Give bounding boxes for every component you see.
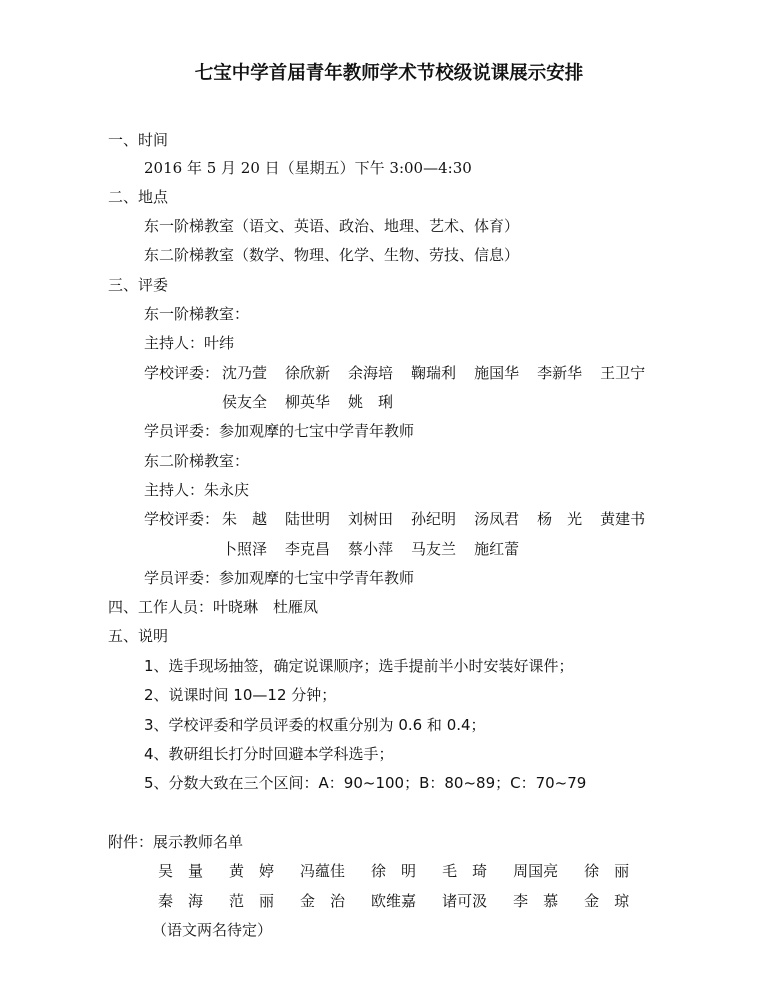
room1-student-judges: 学员评委：参加观摩的七宝中学青年教师 bbox=[144, 422, 415, 440]
judge-name: 侯友全 bbox=[222, 393, 268, 411]
judge-name: 李新华 bbox=[537, 364, 583, 382]
room2-school-judges-line2 bbox=[222, 539, 537, 559]
teacher-name: 金 治 bbox=[300, 892, 346, 910]
teacher-name: 欧维嘉 bbox=[371, 892, 417, 910]
place-east1: 东一阶梯教室（语文、英语、政治、地理、艺术、体育） bbox=[144, 217, 520, 235]
judge-name: 柳英华 bbox=[285, 393, 331, 411]
judge-name: 施红蕾 bbox=[474, 540, 520, 558]
judge-name: 沈乃萱 bbox=[222, 364, 268, 382]
teacher-name: 冯蕴佳 bbox=[300, 862, 346, 880]
judge-name: 刘树田 bbox=[348, 510, 394, 528]
judge-name: 孙纪明 bbox=[411, 510, 457, 528]
section-time-heading: 一、时间 bbox=[108, 131, 169, 149]
judge-name: 马友兰 bbox=[411, 540, 457, 558]
room2-school-label: 学校评委： bbox=[144, 510, 220, 528]
judge-name: 王卫宁 bbox=[600, 364, 646, 382]
judge-name: 杨 光 bbox=[537, 510, 583, 528]
teacher-name: 徐 丽 bbox=[584, 862, 630, 880]
room2-name: 东二阶梯教室： bbox=[144, 452, 250, 470]
teacher-name: 秦 海 bbox=[158, 892, 204, 910]
teacher-name: 金 琼 bbox=[584, 892, 630, 910]
attachment-row1 bbox=[158, 861, 629, 881]
teacher-name: 毛 琦 bbox=[442, 862, 488, 880]
judge-name: 鞠瑞利 bbox=[411, 364, 457, 382]
attachment-row2 bbox=[158, 891, 629, 911]
attachment-note: （语文两名待定） bbox=[152, 921, 273, 939]
judge-name: 施国华 bbox=[474, 364, 520, 382]
judge-name: 黄建书 bbox=[600, 510, 646, 528]
room2-host: 主持人：朱永庆 bbox=[144, 481, 250, 499]
room1-host: 主持人：叶纬 bbox=[144, 334, 235, 352]
judge-name: 徐欣新 bbox=[285, 364, 331, 382]
teacher-name: 黄 婷 bbox=[229, 862, 275, 880]
room2-school-judges-line1 bbox=[144, 509, 663, 529]
teacher-name: 诸可汲 bbox=[442, 892, 488, 910]
judge-name: 陆世明 bbox=[285, 510, 331, 528]
judge-name: 姚 琍 bbox=[348, 393, 394, 411]
room1-name: 东一阶梯教室： bbox=[144, 305, 250, 323]
section-notes-heading: 五、说明 bbox=[108, 627, 169, 645]
teacher-name: 周国亮 bbox=[513, 862, 559, 880]
judge-name: 朱 越 bbox=[222, 510, 268, 528]
section-staff: 四、工作人员：叶晓琳 杜雁凤 bbox=[108, 598, 319, 616]
teacher-name: 徐 明 bbox=[371, 862, 417, 880]
room1-school-judges-line2 bbox=[222, 392, 411, 412]
room1-school-label: 学校评委： bbox=[144, 364, 220, 382]
teacher-name: 李 慕 bbox=[513, 892, 559, 910]
judge-name: 李克昌 bbox=[285, 540, 331, 558]
note-item: 5、分数大致在三个区间：A：90~100；B：80~89；C：70~79 bbox=[144, 774, 587, 792]
page-title: 七宝中学首届青年教师学术节校级说课展示安排 bbox=[194, 63, 584, 84]
judge-name: 汤凤君 bbox=[474, 510, 520, 528]
section-judges-heading: 三、评委 bbox=[108, 276, 169, 294]
teacher-name: 吴 量 bbox=[158, 862, 204, 880]
note-item: 2、说课时间 10—12 分钟； bbox=[144, 686, 337, 704]
judge-name: 蔡小萍 bbox=[348, 540, 394, 558]
place-east2: 东二阶梯教室（数学、物理、化学、生物、劳技、信息） bbox=[144, 246, 520, 264]
note-item: 3、学校评委和学员评委的权重分别为 0.6 和 0.4； bbox=[144, 716, 486, 734]
attachment-heading: 附件：展示教师名单 bbox=[108, 833, 244, 851]
section-time-value: 2016 年 5 月 20 日（星期五）下午 3:00—4:30 bbox=[144, 159, 472, 177]
judge-name: 余海培 bbox=[348, 364, 394, 382]
room1-school-judges-line1 bbox=[144, 363, 663, 383]
judge-name: 卜照泽 bbox=[222, 540, 268, 558]
room2-student-judges: 学员评委：参加观摩的七宝中学青年教师 bbox=[144, 569, 415, 587]
section-place-heading: 二、地点 bbox=[108, 188, 169, 206]
teacher-name: 范 丽 bbox=[229, 892, 275, 910]
note-item: 4、教研组长打分时回避本学科选手； bbox=[144, 745, 394, 763]
note-item: 1、选手现场抽签，确定说课顺序；选手提前半小时安装好课件； bbox=[144, 657, 574, 675]
